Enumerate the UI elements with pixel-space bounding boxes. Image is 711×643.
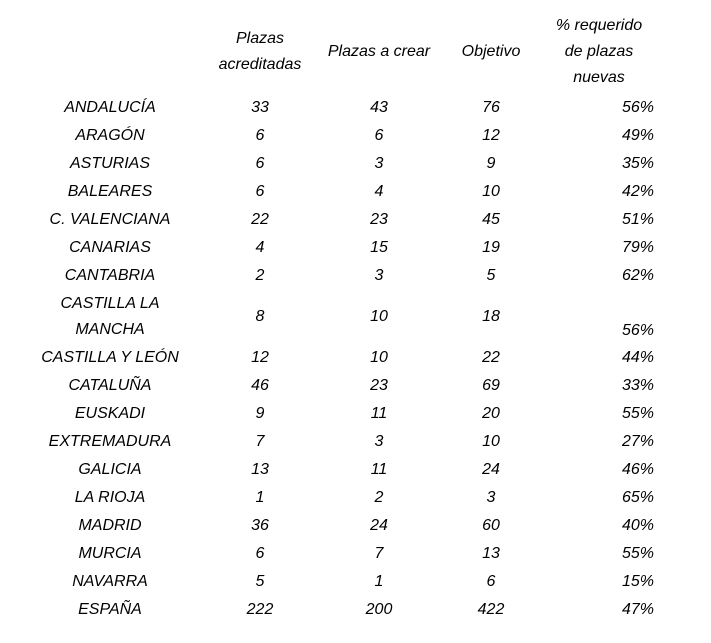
cell-porcentaje: 55% — [621, 405, 654, 422]
cell-porcentaje: 27% — [621, 433, 654, 450]
cell-objetivo: 10 — [482, 433, 500, 450]
cell-region: CANTABRIA — [64, 267, 156, 284]
cell-objetivo: 24 — [482, 461, 500, 478]
cell-plazas-a-crear: 10 — [370, 308, 388, 325]
cell-plazas-acreditadas: 1 — [255, 489, 265, 506]
cell-objetivo: 20 — [482, 405, 500, 422]
cell-plazas-a-crear: 24 — [370, 517, 388, 534]
table-row — [20, 484, 654, 512]
cell-objetivo: 6 — [486, 573, 496, 590]
cell-plazas-a-crear: 3 — [374, 155, 384, 172]
cell-plazas-acreditadas: 222 — [246, 601, 274, 618]
cell-plazas-a-crear: 15 — [370, 239, 388, 256]
cell-plazas-a-crear: 23 — [370, 211, 388, 228]
table-row — [20, 234, 654, 262]
table-row — [20, 456, 654, 484]
cell-plazas-acreditadas: 12 — [251, 349, 269, 366]
cell-porcentaje: 55% — [621, 545, 654, 562]
cell-porcentaje: 15% — [621, 573, 654, 590]
cell-plazas-acreditadas: 6 — [255, 155, 265, 172]
cell-objetivo: 76 — [482, 99, 500, 116]
cell-plazas-a-crear: 43 — [370, 99, 388, 116]
cell-plazas-acreditadas: 6 — [255, 127, 265, 144]
header-region — [20, 10, 200, 94]
cell-region: BALEARES — [67, 183, 153, 200]
table-body — [20, 94, 654, 624]
cell-plazas-a-crear: 3 — [374, 267, 384, 284]
cell-porcentaje: 49% — [621, 127, 654, 144]
header-plazas-a-crear: Plazas a crear — [327, 43, 431, 60]
header-plazas-acreditadas-text: Plazas acreditadas — [218, 30, 302, 73]
cell-porcentaje: 44% — [621, 349, 654, 366]
cell-porcentaje: 79% — [621, 239, 654, 256]
cell-objetivo: 19 — [482, 239, 500, 256]
cell-region: MADRID — [78, 517, 142, 534]
cell-objetivo: 422 — [477, 601, 505, 618]
cell-objetivo: 12 — [482, 127, 500, 144]
cell-porcentaje: 46% — [621, 461, 654, 478]
cell-region: NAVARRA — [72, 573, 148, 590]
table-row — [20, 178, 654, 206]
cell-plazas-a-crear: 200 — [365, 601, 393, 618]
plazas-table — [20, 10, 654, 624]
table-row — [20, 512, 654, 540]
cell-region: ASTURIAS — [69, 155, 150, 172]
table-row — [20, 400, 654, 428]
cell-plazas-a-crear: 7 — [374, 545, 384, 562]
table-row — [20, 150, 654, 178]
header-objetivo: Objetivo — [461, 43, 521, 60]
table-row — [20, 206, 654, 234]
cell-porcentaje: 42% — [621, 183, 654, 200]
table-row — [20, 94, 654, 122]
cell-objetivo: 18 — [482, 308, 500, 325]
cell-objetivo: 60 — [482, 517, 500, 534]
table-row — [20, 428, 654, 456]
cell-plazas-a-crear: 2 — [374, 489, 384, 506]
cell-plazas-a-crear: 3 — [374, 433, 384, 450]
cell-porcentaje: 33% — [621, 377, 654, 394]
cell-objetivo: 5 — [486, 267, 496, 284]
cell-plazas-a-crear: 4 — [374, 183, 384, 200]
table-row — [20, 596, 654, 624]
cell-objetivo: 45 — [482, 211, 500, 228]
cell-region: EUSKADI — [74, 405, 146, 422]
cell-plazas-acreditadas: 46 — [251, 377, 269, 394]
cell-plazas-acreditadas: 36 — [251, 517, 269, 534]
cell-plazas-a-crear: 23 — [370, 377, 388, 394]
cell-plazas-a-crear: 1 — [374, 573, 384, 590]
cell-objetivo: 10 — [482, 183, 500, 200]
cell-plazas-acreditadas: 8 — [255, 308, 265, 325]
cell-plazas-acreditadas: 7 — [255, 433, 265, 450]
cell-region: MURCIA — [78, 545, 142, 562]
cell-objetivo: 9 — [486, 155, 496, 172]
cell-objetivo: 22 — [482, 349, 500, 366]
table-row — [20, 344, 654, 372]
cell-plazas-acreditadas: 13 — [251, 461, 269, 478]
cell-porcentaje: 65% — [621, 489, 654, 506]
cell-porcentaje: 56% — [621, 322, 654, 339]
table-row — [20, 568, 654, 596]
cell-porcentaje: 40% — [621, 517, 654, 534]
cell-plazas-acreditadas: 2 — [255, 267, 265, 284]
cell-porcentaje: 62% — [621, 267, 654, 284]
cell-porcentaje: 51% — [621, 211, 654, 228]
cell-region: LA RIOJA — [74, 489, 146, 506]
header-plazas-acreditadas — [200, 10, 320, 94]
cell-region: CANARIAS — [69, 239, 151, 256]
table-row — [20, 540, 654, 568]
cell-objetivo: 3 — [486, 489, 496, 506]
cell-region: EXTREMADURA — [48, 433, 172, 450]
cell-porcentaje: 47% — [621, 601, 654, 618]
cell-porcentaje: 35% — [621, 155, 654, 172]
cell-plazas-acreditadas: 4 — [255, 239, 265, 256]
cell-plazas-acreditadas: 22 — [251, 211, 269, 228]
cell-plazas-a-crear: 10 — [370, 349, 388, 366]
cell-plazas-acreditadas: 6 — [255, 545, 265, 562]
table-row — [20, 372, 654, 400]
cell-objetivo: 69 — [482, 377, 500, 394]
cell-plazas-a-crear: 11 — [370, 405, 388, 422]
cell-plazas-a-crear: 11 — [370, 461, 388, 478]
cell-region: ANDALUCÍA — [64, 99, 156, 116]
header-row — [20, 10, 654, 94]
cell-region: C. VALENCIANA — [49, 211, 171, 228]
table-row — [20, 290, 654, 344]
table-row — [20, 262, 654, 290]
cell-objetivo: 13 — [482, 545, 500, 562]
header-porcentaje-requerido — [544, 10, 654, 94]
cell-region: CASTILLA Y LEÓN — [41, 349, 179, 366]
cell-region: GALICIA — [78, 461, 142, 478]
cell-plazas-a-crear: 6 — [374, 127, 384, 144]
cell-plazas-acreditadas: 33 — [251, 99, 269, 116]
table-row — [20, 122, 654, 150]
cell-plazas-acreditadas: 5 — [255, 573, 265, 590]
cell-region: ARAGÓN — [75, 127, 145, 144]
cell-region: ESPAÑA — [78, 601, 142, 618]
cell-region: CASTILLA LA MANCHA — [60, 295, 160, 338]
cell-porcentaje: 56% — [621, 99, 654, 116]
cell-plazas-acreditadas: 6 — [255, 183, 265, 200]
cell-plazas-acreditadas: 9 — [255, 405, 265, 422]
cell-region: CATALUÑA — [68, 377, 152, 394]
header-porcentaje-requerido-text: % requerido de plazas nuevas — [555, 17, 643, 86]
